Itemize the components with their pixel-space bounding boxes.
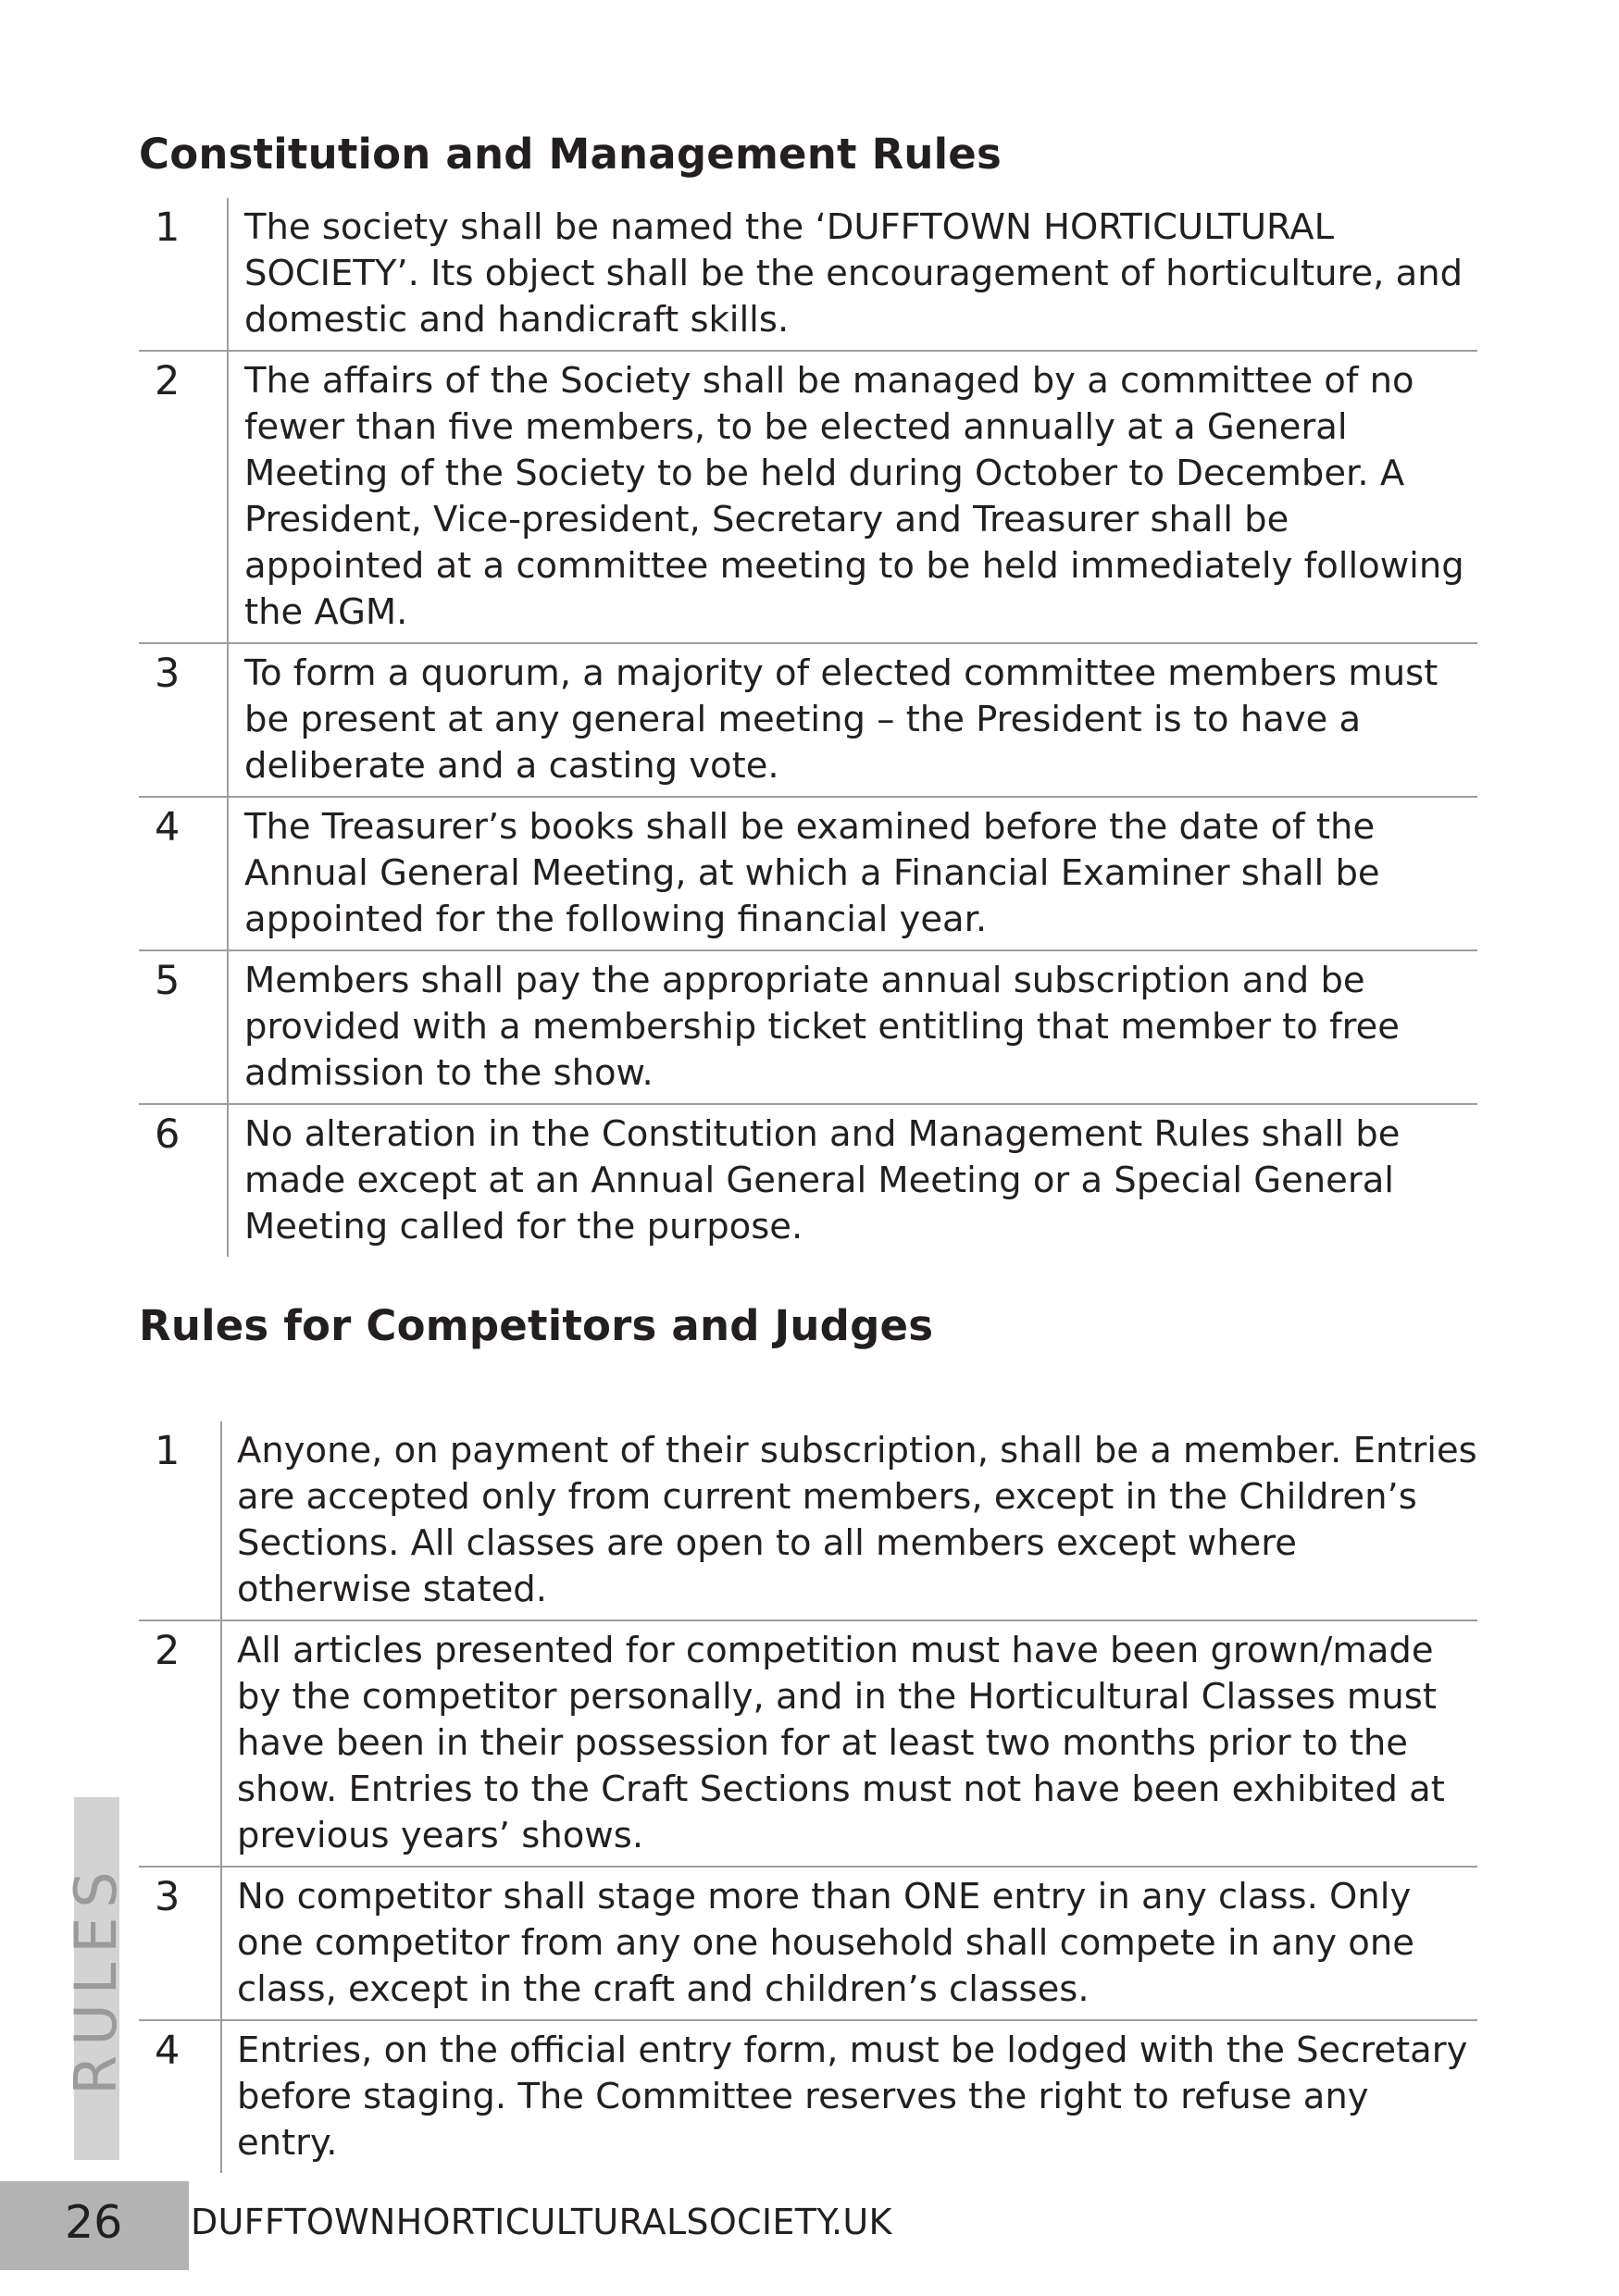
rule-row bbox=[139, 198, 1477, 352]
rule-row bbox=[139, 644, 1477, 798]
rule-number: 4 bbox=[139, 2021, 222, 2173]
rule-text: The Treasurer’s books shall be examined before the date of the Annual General Meeting, at which a Financial Examiner shall be appointed for the following financial year. bbox=[244, 806, 1380, 940]
footer-website: DUFFTOWNHORTICULTURALSOCIETY.UK bbox=[191, 2202, 892, 2242]
rule-row bbox=[139, 951, 1477, 1105]
rule-number: 2 bbox=[139, 352, 229, 642]
section-title-constitution: Constitution and Management Rules bbox=[139, 130, 1003, 179]
rule-number: 1 bbox=[139, 198, 229, 350]
competitors-rules-table bbox=[139, 1421, 1477, 2173]
rule-row bbox=[139, 1421, 1477, 1621]
rule-row bbox=[139, 2021, 1477, 2173]
rule-number: 3 bbox=[139, 1868, 222, 2019]
rule-text: Entries, on the official entry form, must be lodged with the Secretary before staging. The Committee reserves the right to refuse any entry. bbox=[237, 2029, 1468, 2164]
rule-row bbox=[139, 1105, 1477, 1257]
rule-number: 1 bbox=[139, 1421, 222, 1620]
rule-row bbox=[139, 798, 1477, 951]
rule-number: 6 bbox=[139, 1105, 229, 1257]
page-number: 26 bbox=[65, 2196, 123, 2249]
section-title-competitors: Rules for Competitors and Judges bbox=[139, 1301, 934, 1350]
rule-text: The society shall be named the ‘DUFFTOWN HORTICULTURAL SOCIETY’. Its object shall be the encouragement of horticulture, and domestic and handicraft skills. bbox=[244, 206, 1463, 341]
rule-text: All articles presented for competition must have been grown/made by the competitor personally, and in the Horticultural Classes must have been in their possession for at least two months prior to the show. Entries to the Craft Sections must not have been exhibited at previous years’ shows. bbox=[237, 1630, 1445, 1856]
rule-text: The affairs of the Society shall be managed by a committee of no fewer than five members, to be elected annually at a General Meeting of the Society to be held during October to December. A President, Vice-president, Secretary and Treasurer shall be appointed at a committee meeting to be held immediately following the AGM. bbox=[244, 360, 1464, 633]
constitution-rules-table bbox=[139, 198, 1477, 1257]
rule-text: Members shall pay the appropriate annual subscription and be provided with a membership ticket entitling that member to free admission to the show. bbox=[244, 960, 1400, 1094]
rule-row bbox=[139, 352, 1477, 644]
rule-row bbox=[139, 1621, 1477, 1868]
rule-text: No competitor shall stage more than ONE entry in any class. Only one competitor from any one household shall compete in any one class, except in the craft and children’s classes. bbox=[237, 1876, 1414, 2010]
rule-number: 3 bbox=[139, 644, 229, 796]
side-tab-label: RULES bbox=[62, 1862, 130, 2095]
rule-number: 2 bbox=[139, 1621, 222, 1866]
rule-text: No alteration in the Constitution and Management Rules shall be made except at an Annual General Meeting or a Special General Meeting called for the purpose. bbox=[244, 1113, 1401, 1247]
rule-number: 4 bbox=[139, 798, 229, 949]
rule-row bbox=[139, 1868, 1477, 2021]
rule-text: To form a quorum, a majority of elected committee members must be present at any general meeting – the President is to have a deliberate and a casting vote. bbox=[244, 652, 1438, 787]
rule-number: 5 bbox=[139, 951, 229, 1103]
rule-text: Anyone, on payment of their subscription, shall be a member. Entries are accepted only from current members, except in the Children’s Sections. All classes are open to all members except where otherwise stated. bbox=[237, 1430, 1477, 1610]
